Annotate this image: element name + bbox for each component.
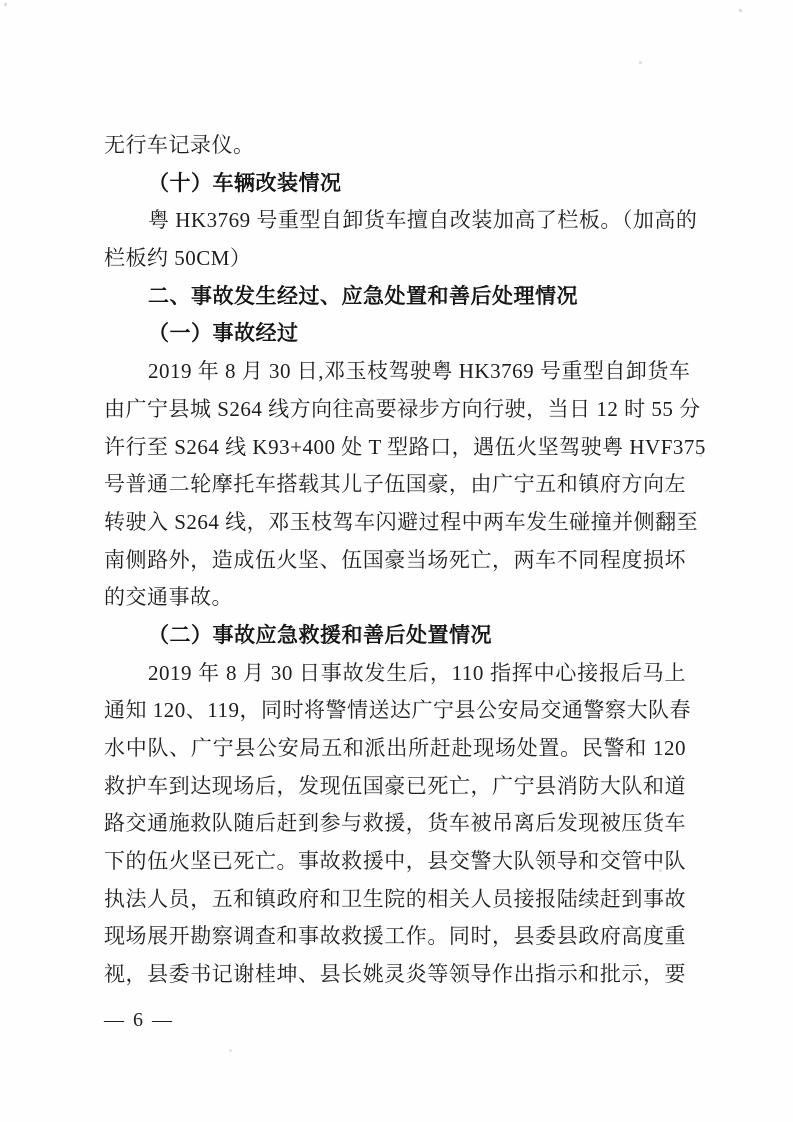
- text-line: 南侧路外，造成伍火坚、伍国豪当场死亡，两车不同程度损坏: [104, 547, 686, 572]
- page-number: — 6 —: [104, 1009, 174, 1031]
- text-line: 现场展开勘察调查和事故救援工作。同时，县委县政府高度重: [104, 924, 686, 949]
- text-line: 视，县委书记谢桂坤、县长姚灵炎等领导作出指示和批示，要: [104, 962, 686, 987]
- text-line: 下的伍火坚已死亡。事故救援中，县交警大队领导和交管中队: [104, 849, 686, 874]
- text-line: 通知 120、119，同时将警情送达广宁县公安局交通警察大队春: [104, 698, 691, 723]
- subsection-heading-2: （二）事故应急救援和善后处置情况: [148, 623, 492, 647]
- section-heading-2: 二、事故发生经过、应急处置和善后处理情况: [148, 284, 578, 308]
- text-line: 2019 年 8 月 30 日,邓玉枝驾驶粤 HK3769 号重型自卸货车: [148, 359, 691, 384]
- text-line: 执法人员，五和镇政府和卫生院的相关人员接报陆续赶到事故: [104, 886, 686, 911]
- text-line: 无行车记录仪。: [104, 133, 255, 157]
- text-line: 水中队、广宁县公安局五和派出所赶赴现场处置。民警和 120: [104, 736, 686, 760]
- text-line: 转驶入 S264 线，邓玉枝驾车闪避过程中两车发生碰撞并侧翻至: [104, 509, 699, 534]
- text-line: 号普通二轮摩托车搭载其儿子伍国豪，由广宁五和镇府方向左: [104, 472, 686, 497]
- text-line: 2019 年 8 月 30 日事故发生后，110 指挥中心接报后马上: [148, 660, 686, 685]
- scan-noise: [0, 0, 1, 1]
- text-line: 路交通施救队随后赶到参与救援，货车被吊离后发现被压货车: [104, 811, 686, 836]
- text-line: 栏板约 50CM）: [104, 246, 252, 271]
- text-line: 粤 HK3769 号重型自卸货车擅自改装加高了栏板。（加高的: [148, 208, 698, 233]
- text-line: 的交通事故。: [104, 585, 233, 610]
- section-heading-10: （十）车辆改装情况: [148, 171, 342, 195]
- text-line: 救护车到达现场后，发现伍国豪已死亡，广宁县消防大队和道: [104, 773, 686, 798]
- document-body: [104, 127, 706, 994]
- subsection-heading-1: （一）事故经过: [148, 322, 299, 346]
- text-line: 许行至 S264 线 K93+400 处 T 型路口，遇伍火坚驾驶粤 HVF375: [104, 434, 706, 459]
- text-line: 由广宁县城 S264 线方向往高要禄步方向行驶，当日 12 时 55 分: [104, 396, 701, 421]
